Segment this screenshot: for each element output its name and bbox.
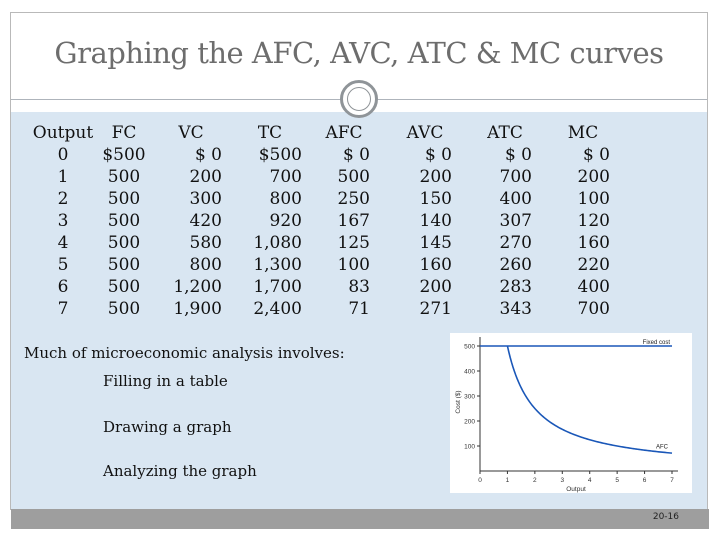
vc-column	[160, 122, 222, 320]
table-cell: 300	[189, 189, 222, 209]
table-cell: 6	[57, 277, 69, 297]
table-cell: 250	[337, 189, 370, 209]
table-cell: 700	[499, 167, 532, 187]
table-cell: 400	[577, 277, 610, 297]
table-header: FC	[111, 123, 137, 143]
y-tick-label: 500	[464, 343, 475, 351]
table-cell: 167	[337, 211, 370, 231]
table-cell: 71	[348, 299, 370, 319]
table-cell: 150	[419, 189, 452, 209]
table-cell: $ 0	[342, 145, 370, 165]
afc-curve	[507, 346, 672, 453]
table-cell: 800	[189, 255, 222, 275]
afc-column	[318, 122, 370, 320]
table-header: AVC	[406, 123, 444, 143]
table-cell: 200	[419, 167, 452, 187]
afc-chart	[450, 333, 692, 493]
x-tick-label: 0	[478, 477, 482, 484]
table-cell: 500	[107, 233, 141, 253]
afc-graph	[450, 333, 692, 493]
table-cell: 700	[269, 167, 302, 187]
table-cell: 2	[57, 189, 69, 209]
table-cell: 500	[107, 277, 141, 297]
table-cell: 200	[189, 167, 222, 187]
table-cell: 125	[337, 233, 370, 253]
table-cell: 1,200	[173, 277, 222, 297]
table-cell: 343	[499, 299, 532, 319]
y-axis-label: Cost ($)	[455, 390, 462, 414]
table-header: AFC	[325, 123, 363, 143]
table-cell: 580	[189, 233, 222, 253]
x-tick-label: 7	[670, 477, 674, 484]
table-cell: 400	[499, 189, 532, 209]
x-tick-label: 6	[642, 477, 647, 484]
x-axis-label: Output	[566, 486, 586, 493]
table-cell: 160	[419, 255, 452, 275]
step-analyzing-graph: Analyzing the graph	[103, 462, 257, 480]
intro-text: Much of microeconomic analysis involves:	[24, 344, 345, 362]
y-tick-label: 400	[464, 368, 475, 376]
table-cell: 4	[57, 233, 69, 253]
x-tick-label: 5	[615, 477, 619, 484]
table-cell: 160	[577, 233, 610, 253]
table-cell: $ 0	[194, 145, 222, 165]
table-cell: 145	[419, 233, 452, 253]
slide-title: Graphing the AFC, AVC, ATC & MC curves	[54, 36, 664, 70]
table-cell: 420	[189, 211, 222, 231]
table-cell: 3	[57, 211, 69, 231]
fc-column	[96, 122, 152, 320]
x-tick-label: 1	[505, 477, 510, 484]
atc-column	[478, 122, 532, 320]
table-cell: 100	[337, 255, 370, 275]
table-cell: 500	[107, 211, 141, 231]
step-filling-table: Filling in a table	[103, 372, 228, 390]
table-cell: $ 0	[424, 145, 452, 165]
x-tick-label: 4	[587, 477, 592, 484]
table-cell: $ 0	[582, 145, 610, 165]
table-cell: 1,080	[253, 233, 302, 253]
tc-column	[238, 122, 302, 320]
fixed-cost-label: Fixed cost	[642, 340, 670, 346]
table-cell: 200	[419, 277, 452, 297]
footer-bar	[11, 509, 709, 529]
table-cell: 283	[499, 277, 532, 297]
table-cell: 1	[57, 167, 69, 187]
table-cell: 1,700	[253, 277, 302, 297]
table-cell: $500	[258, 145, 302, 165]
y-tick-label: 200	[464, 418, 475, 426]
table-cell: 500	[107, 167, 141, 187]
table-cell: 5	[57, 255, 69, 275]
table-cell: 83	[348, 277, 370, 297]
table-header: Output	[32, 123, 94, 143]
table-cell: 920	[269, 211, 302, 231]
table-cell: 260	[499, 255, 532, 275]
table-header: ATC	[487, 123, 523, 143]
x-tick-label: 2	[533, 477, 537, 484]
afc-curve-label: AFC	[656, 444, 668, 451]
page-number: 20-16	[652, 512, 679, 522]
table-cell: 500	[107, 299, 141, 319]
table-cell: 500	[107, 255, 141, 275]
table-cell: 200	[577, 167, 610, 187]
step-drawing-graph: Drawing a graph	[103, 418, 232, 436]
table-cell: 140	[419, 211, 452, 231]
table-header: MC	[567, 123, 599, 143]
table-cell: 500	[337, 167, 370, 187]
circle-ornament-icon	[340, 80, 378, 118]
table-cell: 500	[107, 189, 141, 209]
table-cell: 120	[577, 211, 610, 231]
table-cell: 307	[499, 211, 532, 231]
table-cell: 1,900	[173, 299, 222, 319]
table-cell: 271	[419, 299, 452, 319]
table-cell: $500	[102, 145, 146, 165]
avc-column	[398, 122, 452, 320]
table-cell: 100	[577, 189, 610, 209]
table-header: VC	[178, 123, 204, 143]
table-cell: 800	[269, 189, 302, 209]
table-header: TC	[257, 123, 283, 143]
table-cell: 2,400	[253, 299, 302, 319]
table-cell: 220	[577, 255, 610, 275]
y-tick-label: 100	[464, 443, 475, 451]
mc-column	[556, 122, 610, 320]
x-tick-label: 3	[560, 477, 565, 484]
y-tick-label: 300	[464, 393, 475, 401]
table-cell: 700	[577, 299, 610, 319]
table-cell: 1,300	[253, 255, 302, 275]
table-cell: 0	[57, 145, 69, 165]
table-cell: $ 0	[504, 145, 532, 165]
table-cell: 7	[57, 299, 69, 319]
output-column	[28, 122, 98, 320]
table-cell: 270	[499, 233, 532, 253]
